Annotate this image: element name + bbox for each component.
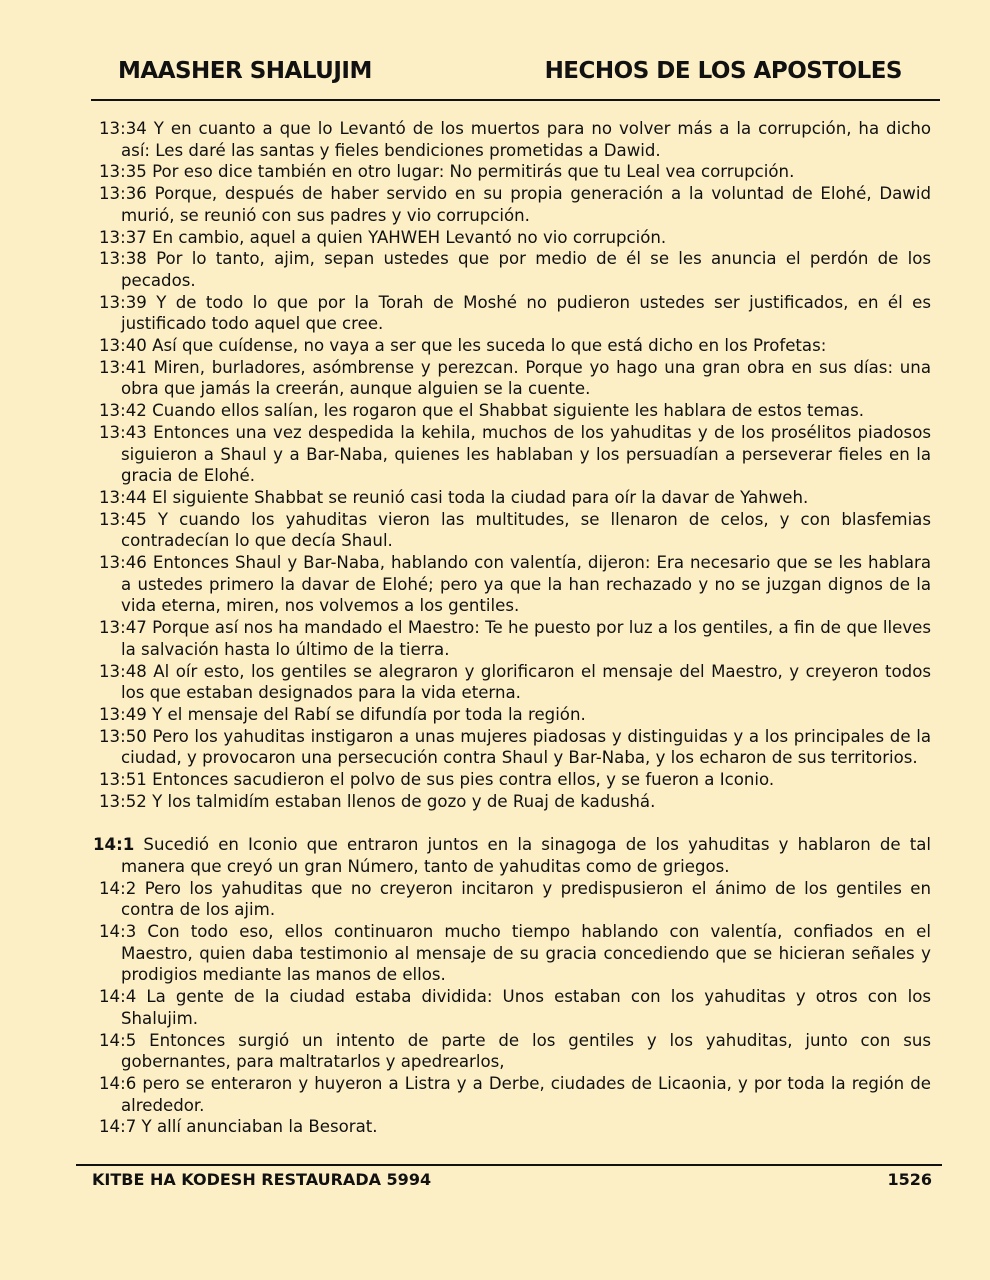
verse-number: 13:38: [99, 249, 147, 269]
verse-text: Porque, después de haber servido en su propia generación a la voluntad de Elohé, Dawid murió, se reunió con sus padres y vio corrupción.: [121, 184, 931, 225]
verse-text: Pero los yahuditas que no creyeron incitaron y predispusieron el ánimo de los gentiles en contra de los ajim.: [121, 878, 931, 920]
verse-number: 14:2: [99, 878, 137, 898]
verse: [93, 791, 931, 813]
verse-text: Con todo eso, ellos continuaron mucho tiempo hablando con valentía, confiados en el Maestro, quien daba testimonio al mensaje de su gracia concediendo que se hicieran señales y prodigios mediante las manos de ellos.: [121, 922, 931, 985]
verse-number: 13:48: [99, 661, 147, 681]
verse-number: 13:41: [99, 357, 147, 377]
verse-text: Al oír esto, los gentiles se alegraron y glorificaron el mensaje del Maestro, y creyeron todos los que estaban designados para la vida eterna.: [121, 661, 931, 703]
book-title-spanish: HECHOS DE LOS APOSTOLES: [544, 58, 902, 84]
verse: [93, 726, 931, 769]
chapter-14-verses: [93, 834, 931, 1138]
verse: [93, 704, 931, 726]
chapter-gap: [93, 813, 931, 835]
verse: [93, 769, 931, 791]
footer-rule: [76, 1164, 942, 1166]
verse: [93, 617, 931, 660]
verse: [93, 1073, 931, 1116]
verse-number: 13:36: [99, 184, 147, 204]
page-number: 1526: [887, 1170, 932, 1189]
verse-number: 13:40: [99, 336, 147, 356]
chapter-13-verses: [93, 118, 931, 813]
verse: [93, 487, 931, 509]
verse-text: Entonces surgió un intento de parte de los gentiles y los yahuditas, junto con sus gobernantes, para maltratarlos y apedrearlos,: [121, 1030, 932, 1072]
verse-text: Y cuando los yahuditas vieron las multitudes, se llenaron de celos, y con blasfemias contradecían lo que decía Shaul.: [121, 509, 931, 551]
verse-text: El siguiente Shabbat se reunió casi toda la ciudad para oír la davar de Yahweh.: [152, 487, 809, 507]
verse: [93, 248, 931, 291]
verse: [93, 986, 931, 1029]
verse-number: 13:47: [99, 618, 147, 638]
verse-number: 14:3: [99, 922, 137, 941]
verse-text: Por eso dice también en otro lugar: No permitirás que tu Leal vea corrupción.: [152, 162, 795, 182]
header-rule: [91, 99, 940, 101]
verse: [93, 161, 931, 183]
verse-number: 14:6: [99, 1073, 137, 1093]
verse: [93, 509, 931, 552]
verse: [93, 357, 931, 400]
verse-number: 13:35: [99, 162, 147, 182]
verse-number: 13:49: [99, 704, 147, 724]
verse-text: Porque así nos ha mandado el Maestro: Te he puesto por luz a los gentiles, a fin de que lleves la salvación hasta lo último de la tierra.: [121, 618, 931, 659]
verse: [93, 400, 931, 422]
verse-text: Así que cuídense, no vaya a ser que les suceda lo que está dicho en los Profetas:: [152, 336, 827, 356]
verse-number: 13:43: [99, 422, 147, 442]
verse-text: Pero los yahuditas instigaron a unas mujeres piadosas y distinguidas y a los principales de la ciudad, y provocaron una persecución contra Shaul y Bar-Naba, y los echaron de sus territorios.: [121, 726, 931, 768]
verse: [93, 1030, 931, 1073]
verse: [93, 834, 931, 877]
verse-number: 13:39: [99, 292, 147, 312]
verse-text: Y allí anunciaban la Besorat.: [141, 1117, 378, 1137]
verse-number: 13:45: [99, 509, 147, 529]
verse: [93, 552, 931, 617]
verse: [93, 422, 931, 487]
book-title-hebrew: MAASHER SHALUJIM: [118, 58, 372, 84]
verse-text: pero se enteraron y huyeron a Listra y a Derbe, ciudades de Licaonia, y por toda la región de alrededor.: [121, 1073, 931, 1115]
verse: [93, 183, 931, 226]
scripture-text: [93, 118, 931, 1138]
verse-number: 13:50: [99, 726, 147, 746]
verse-number: 13:34: [99, 119, 147, 138]
verse-number: 14:7: [99, 1117, 137, 1137]
verse-text: Y los talmidím estaban llenos de gozo y de Ruaj de kadushá.: [152, 791, 656, 811]
verse-number: 13:51: [99, 770, 147, 790]
verse: [93, 921, 931, 986]
verse-text: Entonces Shaul y Bar-Naba, hablando con valentía, dijeron: Era necesario que se les hablara a ustedes primero la davar de Elohé; pero ya que la han rechazado y no se juzgan dignos de la vida eterna, miren, nos volvemos a los gentiles.: [121, 553, 931, 616]
verse-number: 14:5: [99, 1030, 137, 1050]
verse-text: La gente de la ciudad estaba dividida: Unos estaban con los yahuditas y otros con los Shalujim.: [121, 987, 931, 1028]
verse-text: Miren, burladores, asómbrense y perezcan. Porque yo hago una gran obra en sus días: una obra que jamás la creerán, aunque alguien se la cuente.: [121, 357, 931, 399]
verse-number: 13:52: [99, 791, 147, 811]
verse: [93, 1116, 931, 1138]
bible-edition-title: KITBE HA KODESH RESTAURADA 5994: [92, 1170, 432, 1189]
verse: [93, 661, 931, 704]
verse-number: 14:4: [99, 987, 137, 1007]
page-footer: [92, 1170, 932, 1194]
verse-text: Entonces sacudieron el polvo de sus pies contra ellos, y se fueron a Iconio.: [152, 770, 775, 790]
verse: [93, 227, 931, 249]
verse-text: Y de todo lo que por la Torah de Moshé no pudieron ustedes ser justificados, en él es justificado todo aquel que cree.: [121, 292, 931, 334]
verse-number: 13:37: [99, 227, 147, 247]
verse-text: En cambio, aquel a quien YAHWEH Levantó no vio corrupción.: [152, 227, 667, 247]
chapter-start-number: 14:1: [93, 835, 135, 855]
verse: [93, 878, 931, 921]
verse-text: Y el mensaje del Rabí se difundía por toda la región.: [152, 704, 586, 724]
verse-number: 13:42: [99, 401, 147, 421]
verse-text: Por lo tanto, ajim, sepan ustedes que por medio de él se les anuncia el perdón de los pecados.: [121, 249, 931, 290]
verse-text: Sucedió en Iconio que entraron juntos en la sinagoga de los yahuditas y hablaron de tal manera que creyó un gran Número, tanto de yahuditas como de griegos.: [121, 835, 931, 876]
verse-text: Y en cuanto a que lo Levantó de los muertos para no volver más a la corrupción, ha dicho así: Les daré las santas y fieles bendiciones prometidas a Dawid.: [121, 119, 931, 160]
verse: [93, 335, 931, 357]
verse-text: Entonces una vez despedida la kehila, muchos de los yahuditas y de los prosélitos piadosos siguieron a Shaul y a Bar-Naba, quienes les hablaban y los persuadían a perseverar fieles en la gracia de Elohé.: [121, 422, 931, 486]
verse: [93, 118, 931, 161]
verse-text: Cuando ellos salían, les rogaron que el Shabbat siguiente les hablara de estos temas.: [152, 401, 864, 421]
page-header: [118, 58, 908, 92]
verse-number: 13:44: [99, 487, 147, 507]
verse-number: 13:46: [99, 553, 147, 573]
verse: [93, 292, 931, 335]
